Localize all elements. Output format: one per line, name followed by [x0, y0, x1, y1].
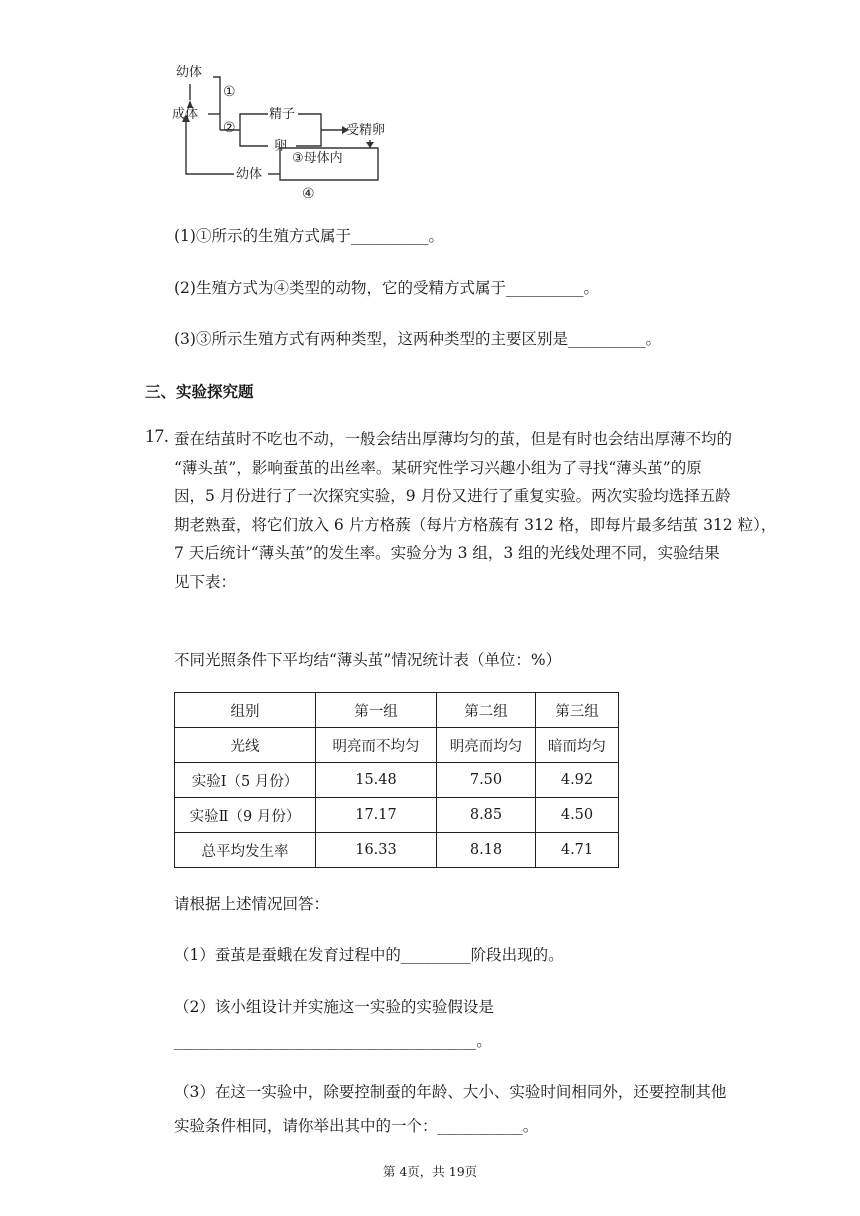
question-1-1: (1)①所示的生殖方式属于__________。 [174, 227, 444, 245]
question-17-line-2: “薄头茧”，影响蚕茧的出丝率。某研究性学习兴趣小组为了寻找“薄头茧”的原 [174, 458, 702, 477]
diagram-mark-4: ④ [302, 186, 315, 202]
diagram-mark-1: ① [223, 84, 236, 100]
question-17-line-4: 期老熟蚕，将它们放入 6 片方格蔟（每片方格蔟有 312 格，即每片最多结茧 312 粒）， [174, 515, 777, 534]
sub-question-3-line-1: （3）在这一实验中，除要控制蚕的年龄、大小、实验时间相同外，还要控制其他 [174, 1083, 727, 1101]
table-row [175, 763, 619, 798]
table-caption: 不同光照条件下平均结“薄头茧”情况统计表（单位：%） [174, 651, 562, 669]
table-cell: 4.71 [536, 833, 619, 868]
table-cell: 4.92 [536, 763, 619, 798]
diagram-larva-top-label: 幼体 [176, 65, 203, 80]
diagram-mark-2: ② [223, 120, 236, 136]
diagram-adult-label: 成体 [172, 107, 199, 122]
data-table [174, 692, 619, 868]
table-cell: 8.85 [437, 798, 536, 833]
table-cell: 实验Ⅰ（5 月份） [175, 763, 316, 798]
question-17-line-6: 见下表： [174, 572, 237, 591]
table-row [175, 693, 619, 728]
table-cell: 总平均发生率 [175, 833, 316, 868]
table-cell: 明亮而均匀 [437, 728, 536, 763]
table-cell: 16.33 [316, 833, 437, 868]
page-footer: 第 4页，共 19页 [382, 1164, 478, 1179]
table-row [175, 798, 619, 833]
question-number: 17. [145, 426, 169, 447]
table-row [175, 728, 619, 763]
sub-question-2: （2）该小组设计并实施这一实验的实验假设是 [174, 998, 494, 1016]
diagram-fertilized-egg-label: 受精卵 [346, 123, 386, 138]
question-1-2: (2)生殖方式为④类型的动物，它的受精方式属于__________。 [174, 279, 599, 297]
diagram-egg-label: 卵 [274, 139, 288, 154]
reproduction-diagram [168, 62, 398, 204]
question-1-3: (3)③所示生殖方式有两种类型，这两种类型的主要区别是__________。 [174, 330, 661, 348]
diagram-mark-3-label: ③母体内 [292, 151, 343, 166]
table-cell: 光线 [175, 728, 316, 763]
table-cell: 7.50 [437, 763, 536, 798]
table-cell: 15.48 [316, 763, 437, 798]
table-cell: 4.50 [536, 798, 619, 833]
table-cell: 明亮而不均匀 [316, 728, 437, 763]
sub-question-2-blank: _______________________________________。 [174, 1032, 492, 1050]
sub-question-3-line-2: 实验条件相同，请你举出其中的一个：___________。 [174, 1117, 539, 1135]
section-title: 三、实验探究题 [145, 383, 254, 401]
question-17-line-1: 蚕在结茧时不吃也不动，一般会结出厚薄均匀的茧，但是有时也会结出厚薄不均的 [174, 430, 733, 448]
table-cell: 第二组 [437, 693, 536, 728]
table-cell: 组别 [175, 693, 316, 728]
answer-prompt: 请根据上述情况回答： [174, 895, 330, 913]
question-17-body [174, 425, 777, 596]
table-cell: 17.17 [316, 798, 437, 833]
diagram-larva-bottom-label: 幼体 [236, 167, 263, 182]
table-cell: 8.18 [437, 833, 536, 868]
table-row [175, 833, 619, 868]
sub-question-1: （1）蚕茧是蚕蛾在发育过程中的_________阶段出现的。 [174, 946, 564, 964]
question-17-line-3: 因，5 月份进行了一次探究实验，9 月份又进行了重复实验。两次实验均选择五龄 [174, 487, 731, 505]
diagram-sperm-label: 精子 [269, 107, 296, 122]
question-17-line-5: 7 天后统计“薄头茧”的发生率。实验分为 3 组，3 组的光线处理不同，实验结果 [174, 544, 720, 562]
table-cell: 第一组 [316, 693, 437, 728]
table-cell: 第三组 [536, 693, 619, 728]
table-cell: 暗而均匀 [536, 728, 619, 763]
table-cell: 实验Ⅱ（9 月份） [175, 798, 316, 833]
